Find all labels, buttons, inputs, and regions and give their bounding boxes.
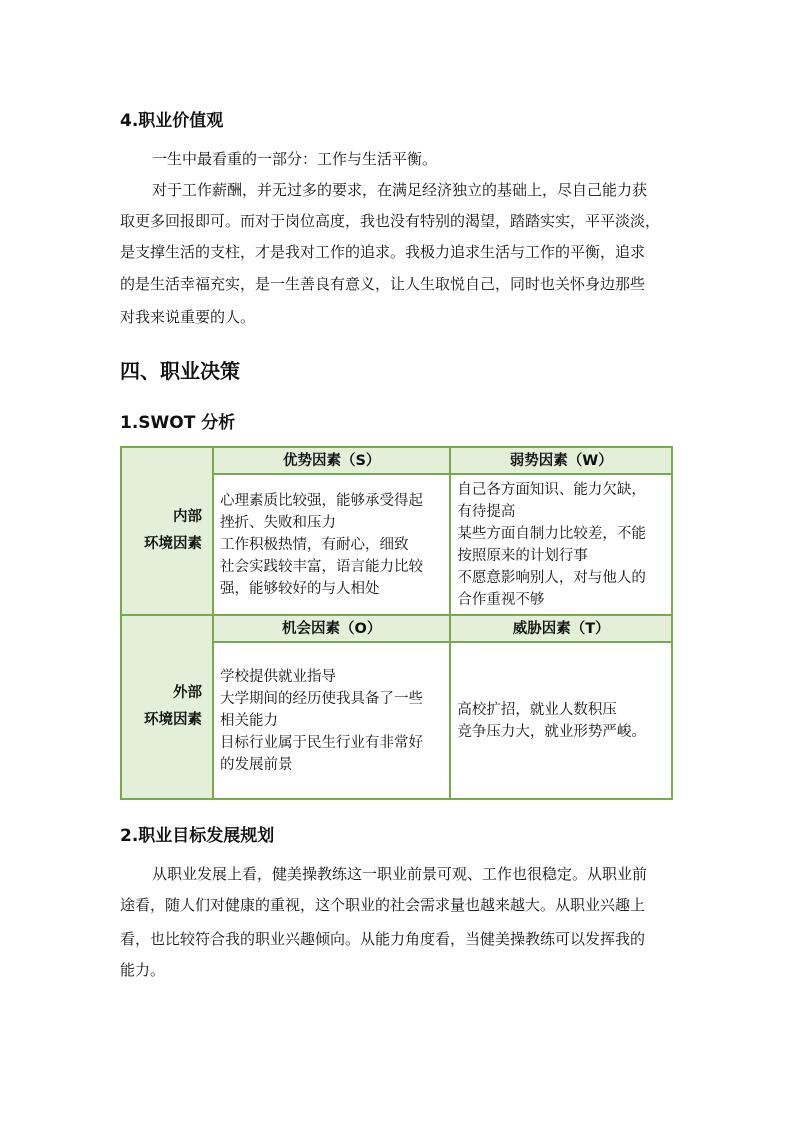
paragraph: 一生中最看重的一部分：工作与生活平衡。 xyxy=(152,150,438,168)
swot-table xyxy=(120,446,673,800)
opportunities-header: 机会因素（O） xyxy=(213,615,450,642)
paragraph-line: 对于工作薪酬，并无过多的要求，在满足经济独立的基础上，尽自己能力获 xyxy=(152,181,648,199)
paragraph-line: 途看，随人们对健康的重视，这个职业的社会需求量也越来越大。从职业兴趣上 xyxy=(120,896,646,914)
section-heading-career-values: 4.职业价值观 xyxy=(120,111,224,131)
paragraph-line: 看，也比较符合我的职业兴趣倾向。从能力角度看，当健美操教练可以发挥我的 xyxy=(120,930,646,948)
paragraph-line: 能力。 xyxy=(120,961,166,979)
weaknesses-cell: 自己各方面知识、能力欠缺， 有待提高 某些方面自制力比较差，不能 按照原来的计划行事 不愿意影响别人，对与他人的 合作重视不够 xyxy=(450,474,672,615)
external-factors-label: 外部 环境因素 xyxy=(121,615,213,799)
paragraph-line: 的是生活幸福充实，是一生善良有意义，让人生取悦自己，同时也关怀身边那些 xyxy=(120,275,646,293)
paragraph-line: 取更多回报即可。而对于岗位高度，我也没有特别的渴望，踏踏实实，平平淡淡， xyxy=(120,212,661,230)
threats-cell: 高校扩招，就业人数积压 竞争压力大，就业形势严峻。 xyxy=(450,642,672,799)
strengths-header: 优势因素（S） xyxy=(213,447,450,474)
strengths-cell: 心理素质比较强，能够承受得起 挫折、失败和压力 工作积极热情，有耐心，细致 社会实践较丰富，语言能力比较 强，能够较好的与人相处 xyxy=(213,474,450,615)
plan-heading: 2.职业目标发展规划 xyxy=(120,826,275,846)
paragraph-line: 对我来说重要的人。 xyxy=(120,308,256,326)
swot-heading: 1.SWOT 分析 xyxy=(120,413,236,433)
internal-factors-label: 内部 环境因素 xyxy=(121,447,213,615)
chapter-heading: 四、职业决策 xyxy=(120,359,240,383)
paragraph-line: 从职业发展上看，健美操教练这一职业前景可观、工作也很稳定。从职业前 xyxy=(152,865,648,883)
threats-header: 威胁因素（T） xyxy=(450,615,672,642)
opportunities-cell: 学校提供就业指导 大学期间的经历使我具备了一些 相关能力 目标行业属于民生行业有非常好 的发展前景 xyxy=(213,642,450,799)
weaknesses-header: 弱势因素（W） xyxy=(450,447,672,474)
paragraph-line: 是支撑生活的支柱，才是我对工作的追求。我极力追求生活与工作的平衡，追求 xyxy=(120,243,646,261)
